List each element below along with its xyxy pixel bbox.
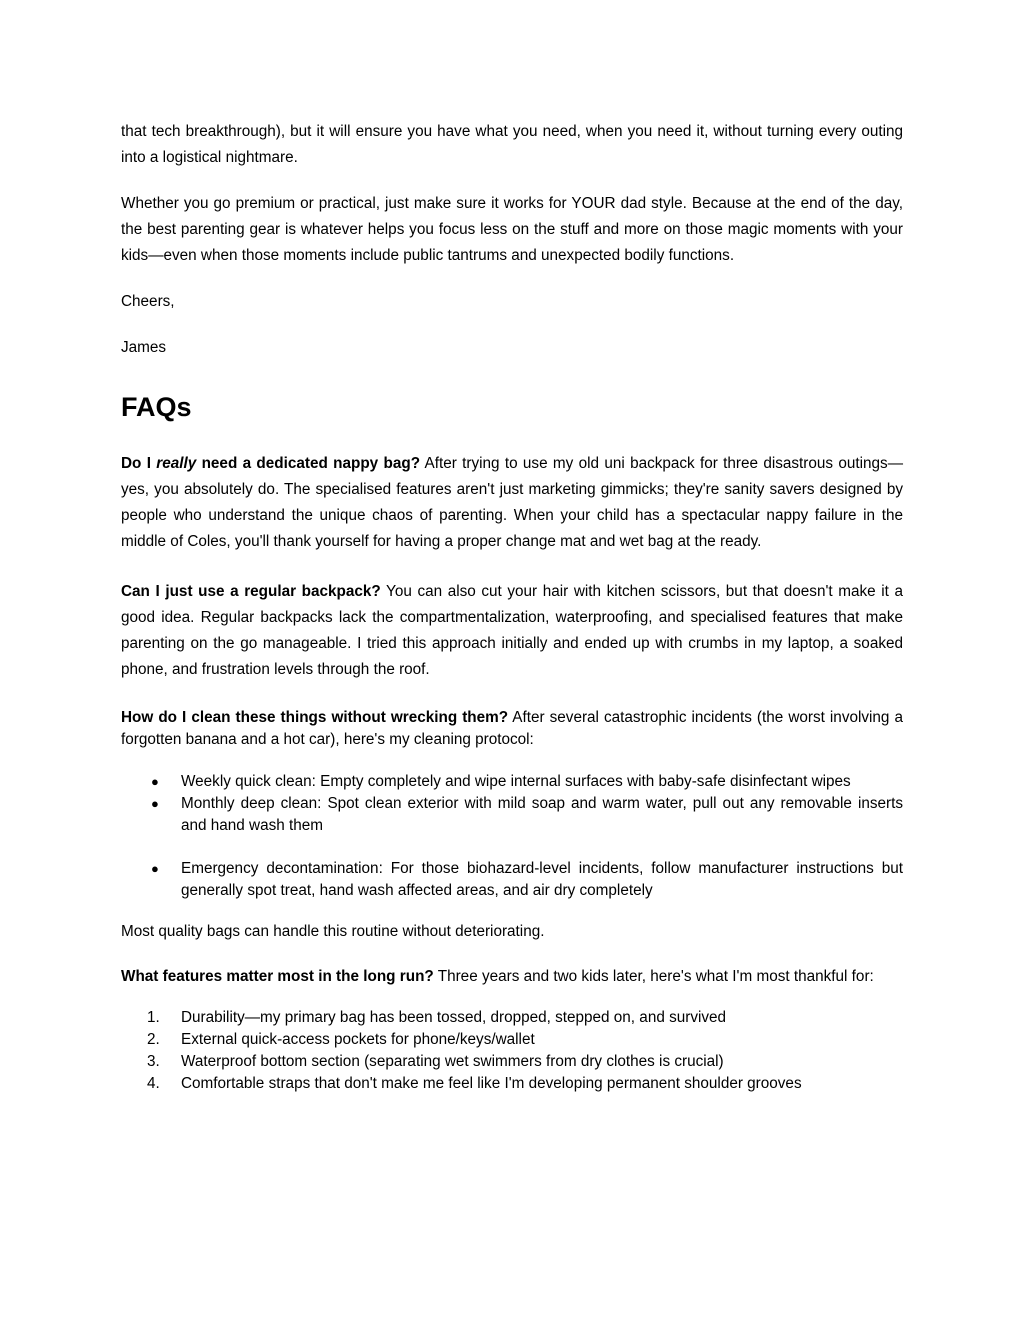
faq-heading: FAQs	[121, 392, 192, 422]
faq-answer: Three years and two kids later, here's what I'm most thankful for:	[433, 968, 874, 985]
document-page	[121, 119, 903, 1095]
faq-answer: You can also cut your hair with kitchen scissors, but that doesn't make it a good idea. Regular backpacks lack the compartmentalization, waterproofing, and specialised features that make parenting on the go manageable. I tried this approach initially and ended up with crumbs in my laptop, a soaked phone, and frustration levels through the roof.	[121, 583, 903, 678]
cleaning-steps-list	[121, 771, 903, 902]
list-item: ● Emergency decontamination: For those biohazard-level incidents, follow manufacturer instructions but generally spot treat, hand wash affected areas, and air dry completely	[151, 860, 903, 899]
list-item: 1. Durability—my primary bag has been tossed, dropped, stepped on, and survived	[121, 1007, 903, 1029]
list-number: 4.	[147, 1075, 160, 1092]
faq-item-regular-backpack	[121, 579, 903, 683]
faq-question: Can I just use a regular backpack?	[121, 583, 381, 600]
bullet-icon: ●	[151, 774, 159, 789]
sign-off: Cheers,	[121, 293, 175, 310]
cleaning-closing-note: Most quality bags can handle this routine without deteriorating.	[121, 923, 545, 940]
list-item: 2. External quick-access pockets for phone/keys/wallet	[121, 1029, 903, 1051]
faq-question: How do I clean these things without wrecking them?	[121, 709, 509, 726]
faq-item-features	[121, 966, 903, 988]
list-item: ● Monthly deep clean: Spot clean exterior with mild soap and warm water, pull out any removable inserts and hand wash them	[151, 795, 903, 834]
list-item: 4. Comfortable straps that don't make me feel like I'm developing permanent shoulder grooves	[121, 1073, 903, 1095]
author-name: James	[121, 339, 167, 356]
bullet-icon: ●	[151, 861, 159, 876]
bullet-icon: ●	[151, 796, 159, 811]
faq-answer: After trying to use my old uni backpack for three disastrous outings—yes, you absolutely do. The specialised features aren't just marketing gimmicks; they're sanity savers designed by people who understand the unique chaos of parenting. When your child has a spectacular nappy failure in the middle of Coles, you'll thank yourself for having a proper change mat and wet bag at the ready.	[121, 455, 904, 550]
list-item: ● Weekly quick clean: Empty completely and wipe internal surfaces with baby-safe disinfectant wipes	[121, 771, 903, 793]
list-number: 3.	[147, 1053, 160, 1070]
list-item: 3. Waterproof bottom section (separating wet swimmers from dry clothes is crucial)	[121, 1051, 903, 1073]
list-number: 1.	[147, 1009, 160, 1026]
faq-question: What features matter most in the long run?	[121, 968, 434, 985]
intro-paragraph-2: Whether you go premium or practical, just make sure it works for YOUR dad style. Because at the end of the day, the best parenting gear is whatever helps you focus less on the stuff and more on those magic moments with your kids—even when those moments include public tantrums and unexpected bodily functions.	[121, 195, 903, 264]
faq-question: Do I really need a dedicated nappy bag?	[121, 455, 421, 472]
features-list	[121, 1007, 903, 1095]
faq-item-nappy-bag	[121, 451, 903, 555]
intro-paragraph-1: that tech breakthrough), but it will ensure you have what you need, when you need it, without turning every outing into a logistical nightmare.	[121, 123, 903, 166]
faq-item-cleaning	[121, 707, 903, 751]
list-number: 2.	[147, 1031, 160, 1048]
faq-answer: After several catastrophic incidents (the worst involving a forgotten banana and a hot car), here's my cleaning protocol:	[121, 709, 903, 748]
